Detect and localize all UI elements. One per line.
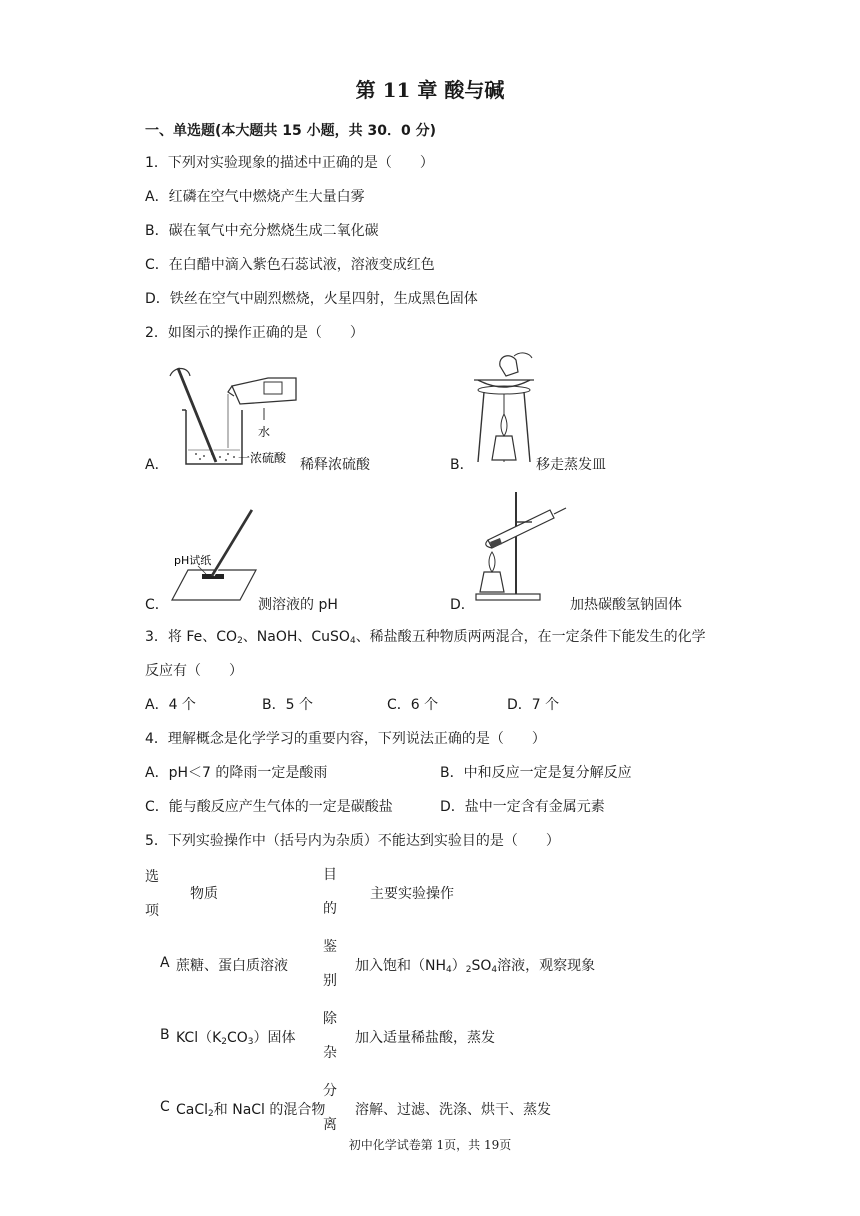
q4-stem: 4．理解概念是化学学习的重要内容，下列说法正确的是（ ） [145,731,546,747]
q4-option-a: A．pH＜7 的降雨一定是酸雨 [145,765,328,781]
evaporating-dish-illustration [470,350,540,468]
table-header-substance: 物质 [190,886,218,902]
q2-stem: 2．如图示的操作正确的是（ ） [145,325,364,341]
table-row-a-purpose: 鉴 别 [323,939,337,989]
table-header-option-1: 选 [145,869,159,885]
table-row-c-operation: 溶解、过滤、洗涤、烘干、蒸发 [355,1102,551,1118]
q3-stem-continued: 反应有（ ） [145,663,243,679]
q2-b-letter: B． [450,457,474,473]
ph-paper-label: pH试纸 [174,554,212,567]
table-header-option-2: 项 [145,903,159,919]
ph-test-illustration [168,506,260,606]
acid-label: 一浓硫酸 [238,451,287,465]
table-row-b-option: B [160,1027,170,1043]
q3-stem: 3．将 Fe、$CO_2$、NaOH、CuSO$_4$、稀盐酸五种物质两两混合，在一定条件下能发生的化学 [145,629,706,646]
table-row-b-operation: 加入适量稀盐酸，蒸发 [355,1030,495,1046]
table-row-a-substance: 蔗糖、蛋白质溶液 [176,958,288,974]
q3-option-b: B．5 个 [262,697,313,713]
table-row-a-option: A [160,955,170,971]
q3-option-c: C．6 个 [387,697,439,713]
q3-option-d: D．7 个 [507,697,560,713]
section-heading: 一、单选题(本大题共 15 小题，共 30．0 分) [145,123,436,139]
q4-option-d: D．盐中一定含有金属元素 [440,799,605,815]
table-row-c-substance: CaCl$_2$和 NaCl 的混合物 [176,1102,326,1119]
diluting-acid-illustration [168,358,313,470]
q2-b-caption: 移走蒸发皿 [536,457,606,473]
q2-a-caption: 稀释浓硫酸 [300,457,370,473]
table-row-a-operation: 加入饱和$(NH_4)_2SO_4$溶液，观察现象 [355,958,596,975]
q2-d-caption: 加热碳酸氢钠固体 [570,597,682,613]
q1-option-b: B．碳在氧气中充分燃烧生成二氧化碳 [145,223,379,239]
page-footer: 初中化学试卷第 1页，共 19页 [348,1138,512,1152]
heating-solid-illustration [470,488,570,606]
q2-d-letter: D． [450,597,475,613]
table-row-b-substance: $KCl(K_2CO_3)$固体 [176,1030,296,1047]
q1-option-c: C．在白醋中滴入紫色石蕊试液，溶液变成红色 [145,257,435,273]
table-header-purpose: 目 的 [323,867,337,917]
q2-a-letter: A． [145,457,169,473]
table-header-operation: 主要实验操作 [370,886,454,902]
q5-stem: 5．下列实验操作中（括号内为杂质）不能达到实验目的是（ ） [145,833,560,849]
q2-c-caption: 测溶液的 pH [258,597,338,613]
q1-option-a: A．红磷在空气中燃烧产生大量白雾 [145,189,365,205]
table-row-c-purpose: 分 离 [323,1083,337,1133]
q3-option-a: A．4 个 [145,697,196,713]
table-row-b-purpose: 除 杂 [323,1011,337,1061]
q1-stem: 1．下列对实验现象的描述中正确的是（ ） [145,155,434,171]
page-title: 第 11 章 酸与碱 [355,78,505,102]
q4-option-c: C．能与酸反应产生气体的一定是碳酸盐 [145,799,393,815]
table-row-c-option: C [160,1099,170,1115]
q2-c-letter: C． [145,597,169,613]
q1-option-d: D．铁丝在空气中剧烈燃烧，火星四射，生成黑色固体 [145,291,478,307]
q4-option-b: B．中和反应一定是复分解反应 [440,765,632,781]
water-label: 水 [258,425,271,439]
